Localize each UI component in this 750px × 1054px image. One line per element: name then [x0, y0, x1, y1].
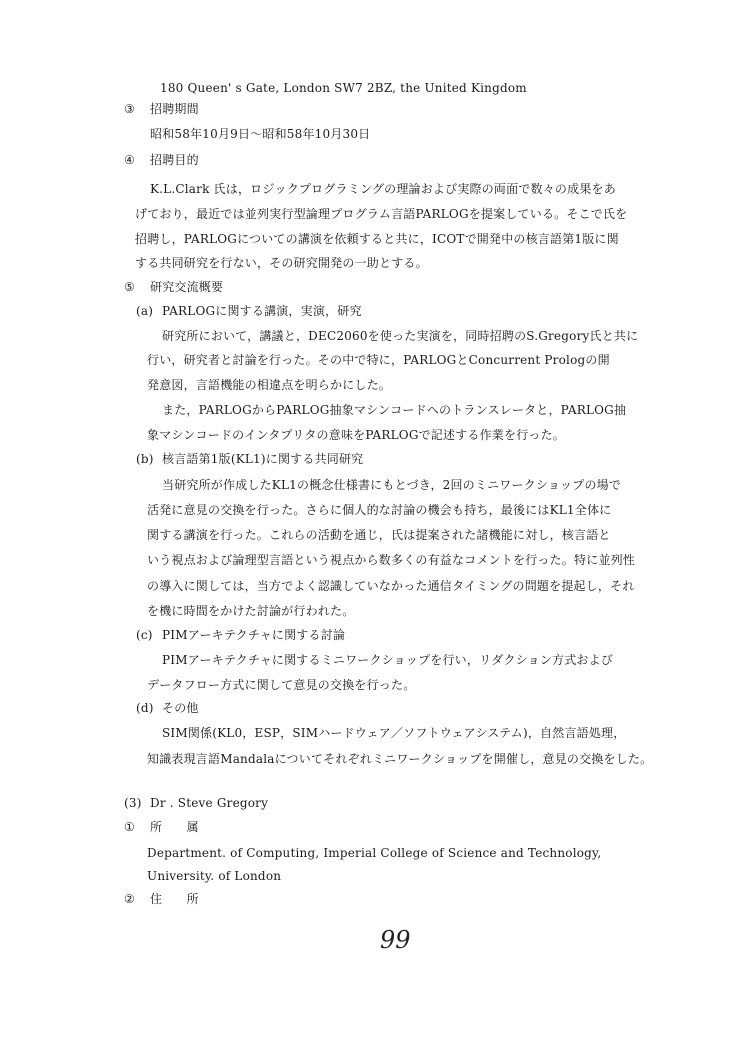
subsection-c-label: (c) — [136, 628, 153, 642]
section-3-title: 招聘期間 — [150, 102, 199, 116]
section-5-number: ⑤ — [124, 280, 135, 294]
address-number: ② — [124, 892, 135, 906]
subsection-d-label: (d) — [136, 701, 154, 715]
subsection-b-title: 核言語第1版(KL1)に関する共同研究 — [162, 452, 364, 466]
subsection-c-line: PIMアーキテクチャに関するミニワークショップを行い，リダクション方式および — [162, 653, 614, 667]
address-line: 180 Queen' s Gate, London SW7 2BZ, the United Kingdom — [160, 81, 527, 95]
subsection-a-line: 研究所において，講議と，DEC2060を使った実演を，同時招聘のS.Gregory氏と共に — [162, 329, 639, 343]
subsection-c-line: データフロー方式に関して意見の交換を行った。 — [147, 678, 416, 692]
subsection-b-line: 活発に意見の交換を行った。さらに個人的な討論の機会も持ち，最後にはKL1全体に — [147, 503, 612, 517]
section-3-number: ③ — [124, 102, 135, 116]
affiliation-line: University. of London — [147, 869, 282, 883]
subsection-b-heading — [136, 451, 363, 467]
subsection-a-line: また，PARLOGからPARLOG抽象マシンコードへのトランスレータと，PARLOG抽 — [162, 403, 627, 417]
invitation-period: 昭和58年10月9日～昭和58年10月30日 — [150, 127, 371, 141]
purpose-line: K.L.Clark 氏は，ロジックプログラミングの理論および実際の両面で数々の成果をあ — [150, 182, 616, 196]
affiliation-heading — [124, 819, 199, 835]
section-5-title: 研究交流概要 — [150, 280, 224, 294]
page-number: 99 — [380, 926, 411, 954]
section-4-title: 招聘目的 — [150, 153, 199, 167]
subsection-b-label: (b) — [136, 452, 154, 466]
subsection-b-line: 当研究所が作成したKL1の概念仕様書にもとづき，2回のミニワークショップの場で — [162, 478, 622, 492]
address-title: 住 所 — [150, 892, 199, 906]
purpose-line: 招聘し，PARLOGについての講演を依頼すると共に，ICOTで開発中の核言語第1版に関 — [135, 232, 619, 246]
purpose-line: する共同研究を行ない，その研究開発の一助とする。 — [135, 256, 428, 270]
subsection-b-line: 関する講演を行った。これらの活動を通じ，氏は提案された諸機能に対し，核言語と — [147, 528, 611, 542]
purpose-line: げており，最近では並列実行型論理プログラム言語PARLOGを提案している。そこで氏を — [135, 207, 628, 221]
subsection-a-label: (a) — [136, 304, 154, 318]
subsection-a-title: PARLOGに関する講演，実演，研究 — [162, 304, 362, 318]
subsection-b-line: の導入に関しては，当方でよく認識していなかった通信タイミングの問題を提起し，それ — [147, 579, 635, 593]
affiliation-number: ① — [124, 820, 135, 834]
subsection-a-heading — [136, 303, 362, 319]
affiliation-line: Department. of Computing, Imperial College of Science and Technology, — [147, 846, 602, 860]
subsection-a-line: 象マシンコードのインタプリタの意味をPARLOGで記述する作業を行った。 — [147, 428, 566, 442]
person-3-label: (3) — [124, 796, 142, 810]
affiliation-title: 所 属 — [150, 820, 199, 834]
subsection-d-title: その他 — [162, 701, 199, 715]
person-3-name: Dr . Steve Gregory — [150, 796, 269, 810]
subsection-d-line: 知識表現言語Mandalaについてそれぞれミニワークショップを開催し，意見の交換をした。 — [147, 752, 653, 766]
address-heading — [124, 891, 199, 907]
subsection-a-line: 発意図，言語機能の相違点を明らかにした。 — [147, 378, 392, 392]
section-4-number: ④ — [124, 153, 135, 167]
subsection-d-heading — [136, 700, 199, 716]
subsection-c-title: PIMアーキテクチャに関する討論 — [162, 628, 346, 642]
subsection-d-line: SIM関係(KL0，ESP，SIMハードウェア／ソフトウェアシステム)，自然言語処理， — [162, 726, 626, 740]
subsection-a-line: 行い，研究者と討論を行った。その中で特に，PARLOGとConcurrent Prologの開 — [147, 353, 610, 367]
section-5-heading — [124, 279, 223, 295]
subsection-c-heading — [136, 627, 345, 643]
section-4-heading — [124, 152, 199, 168]
subsection-b-line: を機に時間をかけた討論が行われた。 — [147, 604, 355, 618]
subsection-b-line: いう視点および論理型言語という視点から数多くの有益なコメントを行った。特に並列性 — [147, 553, 636, 567]
section-3-heading — [124, 101, 199, 117]
person-3-heading — [124, 795, 268, 811]
